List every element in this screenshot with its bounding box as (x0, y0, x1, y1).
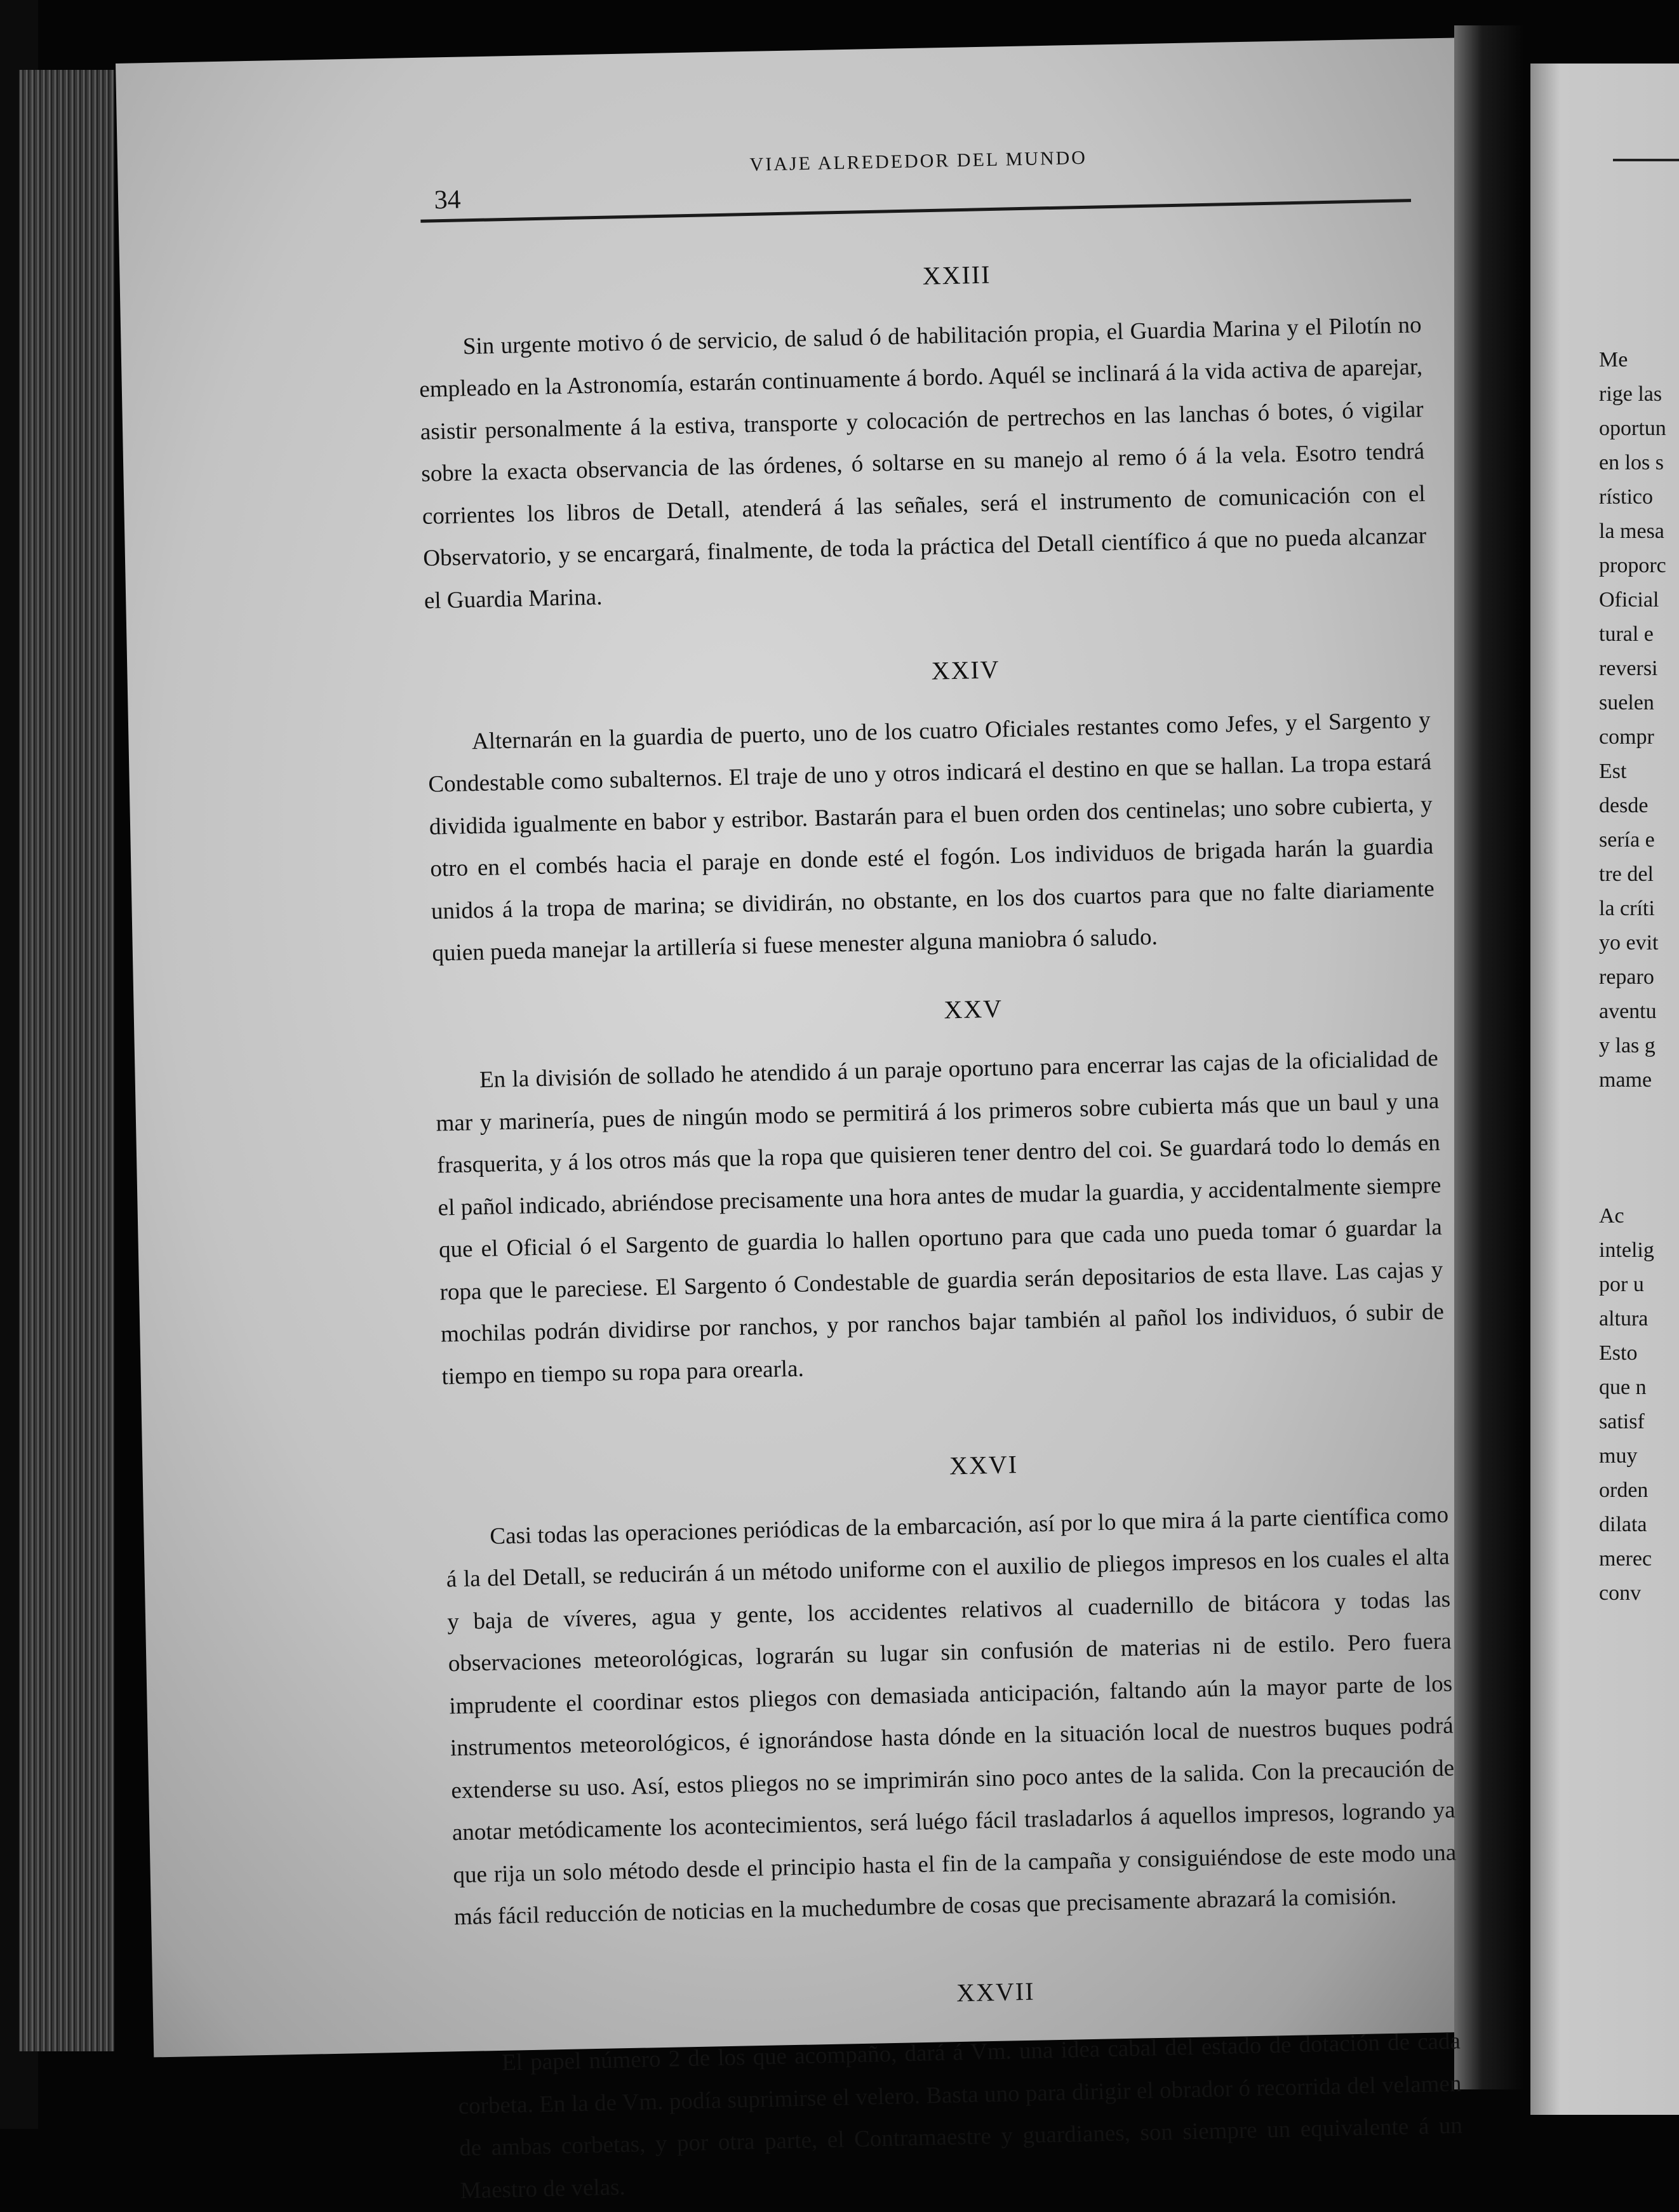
section-xxv (433, 977, 1445, 1398)
facing-line: rige las (1599, 382, 1662, 406)
facing-line: oportun (1599, 417, 1666, 440)
section-heading: XXVII (956, 1976, 1036, 2007)
facing-line: Me (1599, 348, 1628, 372)
facing-page-fragment (1530, 64, 1679, 2115)
facing-line: en los s (1599, 451, 1664, 474)
facing-line: satisf (1599, 1410, 1645, 1433)
facing-gap (1599, 1097, 1679, 1199)
section-xxiv (425, 639, 1436, 975)
section-paragraph: Alternarán en la guardia de puerto, uno de los cuatro Oficiales restantes como Jefes, y el Sargento y Condestable como subalternos. El traje de uno y otros indicará el destino en que se hallan. La tropa estará dividida igualmente en babor y estribor. Bastarán para el buen orden dos centinelas; uno sobre cubierta, y otro en el combés hacia el paraje en donde esté el fogón. Los individuos de brigada harán la guardia unidos á la tropa de marina; se dividirán, no obstante, en los dos cuartos para que no falte diariamente quien pueda manejar la artillería si fuese menester alguna maniobra ó saludo. (428, 706, 1435, 967)
section-paragraph: En la división de sollado he atendido á un paraje oportuno para encerrar las cajas de la oficialidad de mar y marinería, pues de ningún modo se permitirá á los primeros sobre cubierta más que un baul y una frasquerita, y á los otros más que la ropa que quisieren tener dentro del coi. Se guardará todo lo demás en el pañol indicado, abriéndose precisamente una hora antes de mudar la guardia, y accidentalmente siempre que el Oficial ó el Sargento de guardia lo hallen oportuno para que cada uno pueda tomar ó guardar la ropa que le pareciese. El Sargento ó Condestable de guardia serán depositarios de esta llave. Las cajas y mochilas podrán dividirse por ranchos, y por ranchos bajar también al pañol los individuos, ó subir de tiempo en tiempo su ropa para orearla. (436, 1045, 1445, 1390)
facing-line: suelen (1599, 691, 1654, 714)
facing-line: que n (1599, 1376, 1647, 1399)
facing-line: conv (1599, 1581, 1642, 1605)
facing-line: intelig (1599, 1238, 1654, 1262)
section-heading: XXIV (931, 655, 1001, 685)
facing-line: orden (1599, 1478, 1649, 1502)
facing-header-rule (1613, 159, 1679, 161)
facing-line: proporc (1599, 554, 1666, 577)
facing-line: desde (1599, 794, 1649, 817)
facing-line: mame (1599, 1068, 1652, 1092)
section-heading: XXV (943, 993, 1003, 1024)
gutter-shadow (1454, 25, 1524, 2089)
section-xxiii (417, 244, 1428, 622)
page-body (417, 244, 1464, 2212)
facing-page-text (1599, 343, 1679, 1611)
facing-line: tre del (1599, 862, 1654, 886)
facing-line: Ac (1599, 1204, 1624, 1228)
facing-line: altura (1599, 1307, 1649, 1331)
facing-line: compr (1599, 725, 1654, 749)
facing-line: Esto (1599, 1341, 1638, 1365)
facing-line: tural e (1599, 622, 1654, 646)
section-paragraph: El papel número 2 de los que acompaño, dará á Vm. una idea cabal del estado de dotación de cada corbeta. En la de Vm. podía suprimirse el velero. Basta uno para dirigir el obrador ó recorrida del velamen de ambas corbetas, y por otra parte, el Contramaestre y guardianes, son siempre un equivalente á un Maestro de velas. (458, 2028, 1463, 2204)
running-title: VIAJE ALREDEDOR DEL MUNDO (749, 147, 1088, 175)
facing-line: Oficial (1599, 588, 1659, 612)
book-page-edges (19, 70, 114, 2051)
facing-line: dilata (1599, 1513, 1647, 1536)
section-heading: XXVI (949, 1450, 1019, 1480)
section-paragraph: Sin urgente motivo ó de servicio, de salud ó de habilitación propia, el Guardia Marina y el Pilotín no empleado en la Astronomía, estarán continuamente á bordo. Aquél se inclinará á la vida activa de aparejar, asistir personalmente á la estiva, transporte y colocación de pertrechos en las lanchas ó botes, ó vigilar sobre la exacta observancia de las órdenes, ó soltarse en su manejo al remo ó á la vela. Esotro tendrá corrientes los libros de Detall, atenderá á las señales, será el instrumento de comunicación con el Observatorio, y se encargará, finalmente, de toda la práctica del Detall científico á que no pueda alcanzar el Guardia Marina. (418, 311, 1427, 614)
facing-line: por u (1599, 1273, 1644, 1296)
facing-line: la mesa (1599, 519, 1664, 543)
facing-line: rístico (1599, 485, 1653, 509)
facing-line: reparo (1599, 965, 1654, 989)
section-xxvi (444, 1434, 1458, 1939)
facing-line: reversi (1599, 657, 1658, 680)
section-xxvii (455, 1961, 1464, 2212)
facing-line: la críti (1599, 897, 1655, 920)
facing-line: Est (1599, 760, 1627, 783)
section-heading: XXIII (922, 260, 991, 290)
facing-line: aventu (1599, 1000, 1657, 1023)
facing-line: yo evit (1599, 931, 1659, 955)
facing-line: muy (1599, 1444, 1638, 1468)
facing-line: merec (1599, 1547, 1652, 1571)
facing-line: y las g (1599, 1034, 1656, 1057)
facing-line: sería e (1599, 828, 1655, 852)
section-paragraph: Casi todas las operaciones periódicas de la embarcación, así por lo que mira á la parte científica como á la del Detall, se reducirán á un método uniforme con el auxilio de pliegos impresos en los cuales el alta y baja de víveres, agua y gente, los accidentes relativos al cuadernillo de bitácora y todas las observaciones meteorológicas, lograrán su lugar sin confusión de materias ni de estilo. Pero fuera imprudente el coordinar estos pliegos con demasiada anticipación, faltando aún la mayor parte de los instrumentos meteorológicos, é ignorándose hasta dónde en la situación local de nuestros buques podrá extenderse su uso. Así, estos pliegos no se imprimirán sino poco antes de la salida. Con la precaución de anotar metódicamente los acontecimientos, será luégo fácil trasladarlos á aquellos impresos, logrando ya que rija un solo método desde el principio hasta el fin de la campaña y consiguiéndose de este modo una más fácil reducción de noticias en la muchedumbre de cosas que precisamente abrazará la comisión. (446, 1501, 1457, 1931)
page-number: 34 (434, 185, 462, 215)
